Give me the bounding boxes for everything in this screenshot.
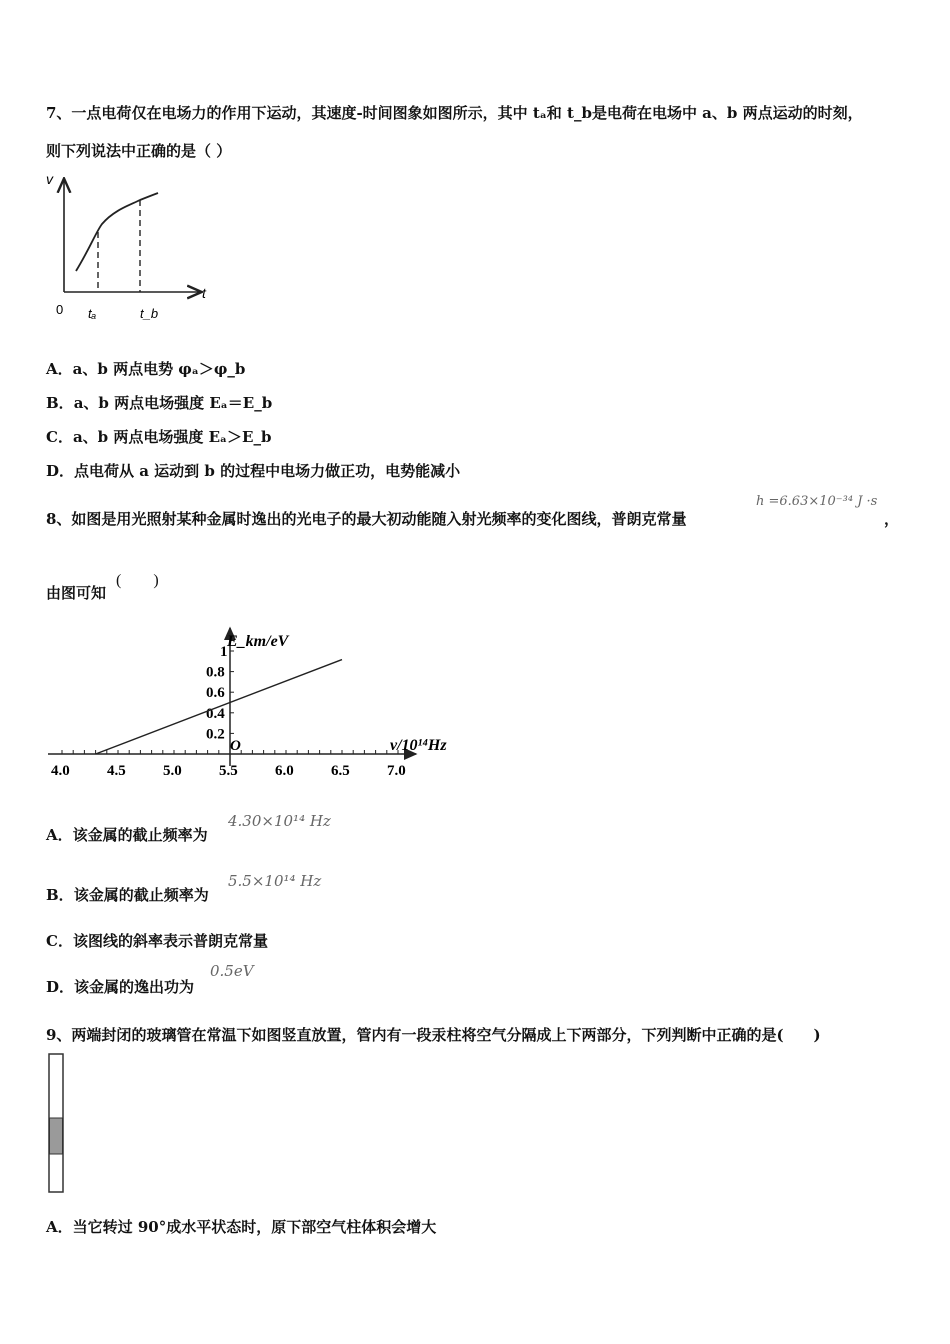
q7-vt-graph	[40, 168, 230, 328]
option-letter: B．	[46, 394, 74, 412]
x-tick-label: 4.0	[51, 763, 70, 779]
q8-stem-line1: 8、如图是用光照射某种金属时逸出的光电子的最大初动能随入射光频率的变化图线，普朗克常量	[46, 510, 687, 528]
q8-ek-graph	[44, 622, 474, 782]
y-tick-label: 0.4	[206, 705, 225, 722]
mercury-column	[50, 1118, 63, 1154]
q8-option-a-math: 4.30×10¹⁴ Hz	[228, 812, 331, 830]
option-letter: B．	[46, 886, 74, 904]
option-letter: A．	[46, 360, 73, 378]
q8-option-d[interactable]	[46, 976, 194, 997]
ta-label: tₐ	[88, 306, 97, 321]
q7-option-b[interactable]	[46, 392, 272, 413]
option-text: a、b 两点电场强度 Eₐ＞E_b	[72, 428, 272, 446]
option-text: 该金属的截止频率为	[72, 826, 208, 844]
nu-axis-label: ν/10¹⁴Hz	[390, 737, 447, 754]
option-letter: D．	[46, 978, 75, 996]
option-text: 该金属的逸出功为	[74, 978, 195, 996]
q9-option-a[interactable]	[46, 1216, 436, 1237]
y-tick-label: 0.6	[206, 685, 225, 702]
x-tick-label: 6.5	[331, 763, 350, 779]
option-letter: C．	[46, 428, 73, 446]
x-tick-label: 4.5	[107, 763, 126, 779]
option-letter: A．	[46, 826, 73, 844]
q7-stem-line1: 7、一点电荷仅在电场力的作用下运动，其速度-时间图象如图所示，其中 tₐ和 t_b是电荷在电场中 a、b 两点运动的时刻，	[46, 104, 863, 122]
v-t-curve	[76, 193, 158, 271]
x-tick-label: 5.5	[219, 763, 238, 779]
q8-comma: ，	[884, 510, 900, 528]
glass-tube-diagram	[46, 1052, 68, 1194]
q8-answer-blank: ( )	[116, 572, 159, 589]
q8-option-c[interactable]	[46, 930, 268, 951]
option-text: 点电荷从 a 运动到 b 的过程中电场力做正功，电势能减小	[74, 462, 461, 480]
option-letter: A．	[46, 1218, 73, 1236]
option-text: 该金属的截止频率为	[73, 886, 209, 904]
option-text: a、b 两点电势 φₐ＞φ_b	[72, 360, 246, 378]
tb-label: t_b	[140, 306, 159, 321]
q8-option-b[interactable]	[46, 884, 209, 905]
y-tick-label: 0.2	[206, 726, 225, 743]
y-tick-label: 0.8	[206, 664, 225, 681]
q8-stem-line2: 由图可知	[46, 584, 107, 602]
q8-option-d-math: 0.5eV	[210, 962, 254, 980]
q8-option-b-math: 5.5×10¹⁴ Hz	[228, 872, 322, 890]
ek-axis-label: E_km/eV	[227, 633, 289, 650]
option-text: a、b 两点电场强度 Eₐ＝E_b	[73, 394, 273, 412]
v-axis-label: v	[46, 171, 53, 187]
q7-option-d[interactable]	[46, 460, 460, 481]
x-tick-label: 5.0	[163, 763, 182, 779]
q7-option-c[interactable]	[46, 426, 271, 447]
origin-label: 0	[56, 302, 64, 317]
x-tick-label: 7.0	[387, 763, 406, 779]
option-text: 当它转过 90°成水平状态时，原下部空气柱体积会增大	[72, 1218, 437, 1236]
option-letter: D．	[46, 462, 75, 480]
q7-option-a[interactable]	[46, 358, 245, 379]
option-letter: C．	[46, 932, 73, 950]
t-axis-label: t	[202, 285, 206, 301]
y-tick-label: 1	[220, 644, 228, 660]
x-tick-label: 6.0	[275, 763, 294, 779]
q9-stem-line1: 9、两端封闭的玻璃管在常温下如图竖直放置，管内有一段汞柱将空气分隔成上下两部分，下列判断中正确的是( )	[46, 1026, 821, 1044]
origin-o-label: O	[230, 738, 241, 754]
planck-constant: h =6.63×10⁻³⁴ J ·s	[756, 494, 878, 509]
q8-option-a[interactable]	[46, 824, 208, 845]
q7-stem-line2: 则下列说法中正确的是（ ）	[46, 142, 232, 160]
option-text: 该图线的斜率表示普朗克常量	[72, 932, 268, 950]
